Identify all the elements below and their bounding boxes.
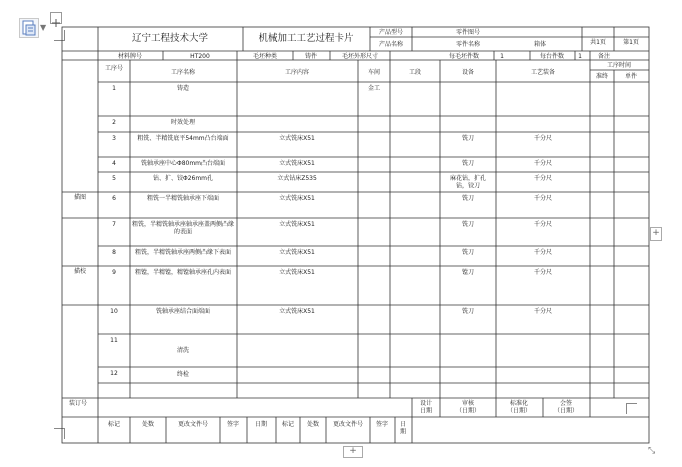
op-no-cell: 8: [112, 249, 116, 256]
sign-signature-1: 签字: [226, 421, 240, 428]
product-model-label: 产品型号: [378, 29, 404, 36]
op-name-cell: 粗铣，半精铣轴承座轴承座盖两侧凸缘的表面: [131, 221, 235, 236]
material-value: HT200: [190, 53, 210, 60]
equipment-cell: 铣刀: [461, 195, 475, 202]
col-workshop: 车间: [367, 69, 381, 76]
sign-review: 审核（日期）: [455, 400, 481, 415]
workshop-cell: 金工: [367, 85, 381, 92]
part-name-label: 零件名称: [455, 41, 481, 48]
op-content-cell: 立式铣床X51: [279, 135, 315, 142]
col-time: 工序时间: [606, 62, 632, 69]
col-op-content: 工序内容: [284, 69, 310, 76]
sign-approve: 会签（日期）: [553, 400, 579, 415]
sign-date-1: 日期: [254, 421, 268, 428]
casting-value: 铸件: [304, 53, 318, 60]
remarks-label: 备注: [597, 53, 611, 60]
equipment-cell: 铣刀: [461, 249, 475, 256]
op-content-cell: 立式钻床Z535: [277, 175, 317, 182]
op-name-cell: 钻、扩、铰Φ26mm孔: [152, 175, 214, 182]
op-no-cell: 10: [110, 308, 118, 315]
sign-mark-2: 标记: [281, 421, 295, 428]
col-equipment: 设备: [461, 69, 475, 76]
part-name-value: 箱体: [533, 41, 547, 48]
sign-change-doc-1: 更改文件号: [177, 421, 209, 428]
op-name-cell: 铣轴承座中心Φ80mm凸台端面: [140, 160, 226, 167]
op-no-cell: 9: [112, 269, 116, 276]
op-content-cell: 立式铣床X51: [279, 221, 315, 228]
binding-no-label: 装订号: [68, 400, 88, 407]
tooling-cell: 千分尺: [533, 249, 553, 256]
op-no-cell: 12: [110, 370, 118, 377]
op-no-cell: 5: [112, 175, 116, 182]
op-name-cell: 终检: [176, 371, 190, 378]
op-content-cell: 立式铣床X51: [279, 308, 315, 315]
trace-label: 描图: [73, 194, 87, 201]
op-content-cell: 立式铣床X51: [279, 160, 315, 167]
material-label: 材料牌号: [117, 53, 143, 60]
equipment-cell: 铣刀: [461, 221, 475, 228]
op-no-cell: 7: [112, 221, 116, 228]
op-no-cell: 11: [110, 337, 118, 344]
op-no-cell: 1: [112, 85, 116, 92]
op-name-cell: 粗铣一半精铣轴承座下端面: [146, 195, 220, 202]
product-name-label: 产品名称: [378, 41, 404, 48]
op-name-cell: 铸造: [176, 85, 190, 92]
add-row-button[interactable]: +: [343, 446, 363, 458]
tooling-cell: 千分尺: [533, 308, 553, 315]
tooling-cell: 千分尺: [533, 221, 553, 228]
col-unit: 单件: [624, 73, 638, 80]
op-content-cell: 立式铣床X51: [279, 195, 315, 202]
sign-mark-1: 标记: [107, 421, 121, 428]
col-section: 工段: [408, 69, 422, 76]
op-no-cell: 2: [112, 119, 116, 126]
op-content-cell: 立式铣床X51: [279, 269, 315, 276]
sign-count-2: 处数: [306, 421, 320, 428]
equipment-cell: 铣刀: [461, 135, 475, 142]
sign-design: 设计日期: [419, 400, 433, 415]
col-op-no: 工序号: [104, 65, 124, 72]
pieces-per-unit-label: 每台件数: [539, 53, 565, 60]
pieces-per-blank-value: 1: [500, 53, 504, 60]
page-number: 第1页: [623, 39, 639, 46]
col-tooling: 工艺装备: [530, 69, 556, 76]
equipment-cell: 铣刀: [461, 160, 475, 167]
add-column-button[interactable]: +: [650, 227, 662, 241]
op-no-cell: 6: [112, 195, 116, 202]
tooling-cell: 千分尺: [533, 195, 553, 202]
tooling-cell: 千分尺: [533, 269, 553, 276]
proof-label: 描校: [73, 268, 87, 275]
sign-date-2: 日期: [399, 421, 407, 436]
op-name-cell: 粗铣、半精铣底平54mm凸台端面: [137, 135, 229, 142]
op-no-cell: 3: [112, 135, 116, 142]
chevron-down-icon[interactable]: ▼: [40, 23, 47, 32]
tooling-cell: 千分尺: [533, 160, 553, 167]
col-op-name: 工序名称: [170, 69, 196, 76]
equipment-cell: 镗刀: [461, 269, 475, 276]
table-grid: [62, 27, 649, 443]
op-name-cell: 铣轴承座结合面端面: [155, 308, 211, 315]
school-name: 辽宁工程技术大学: [131, 33, 209, 44]
op-no-cell: 4: [112, 160, 116, 167]
total-pages: 共1页: [590, 39, 606, 46]
sign-count-1: 处数: [141, 421, 155, 428]
tooling-cell: 千分尺: [533, 175, 553, 182]
sign-standard: 标准化（日期）: [506, 400, 532, 415]
sign-change-doc-2: 更改文件号: [332, 421, 364, 428]
blank-type-label: 毛坯种类: [252, 53, 278, 60]
op-name-cell: 清洗: [176, 347, 190, 354]
sign-signature-2: 签字: [375, 421, 389, 428]
pieces-per-blank-label: 每毛坯件数: [448, 53, 480, 60]
op-name-cell: 粗铣，半精铣轴承座两侧凸缘下表面: [134, 249, 232, 256]
card-title: 机械加工工艺过程卡片: [258, 33, 354, 44]
part-drawing-no-label: 零件图号: [455, 29, 481, 36]
col-prep: 准终: [595, 73, 609, 80]
table-resize-handle[interactable]: ⤡: [648, 446, 656, 456]
tooling-cell: 千分尺: [533, 135, 553, 142]
equipment-cell: 铣刀: [461, 308, 475, 315]
op-name-cell: 粗镗，半精镗，精镗轴承座孔内表面: [134, 269, 232, 276]
pieces-per-unit-value: 1: [578, 53, 582, 60]
blank-size-label: 毛坯外形尺寸: [341, 53, 379, 60]
op-name-cell: 时效处理: [170, 119, 196, 126]
equipment-cell: 麻花钻，扩孔钻，铰刀: [449, 175, 487, 190]
op-content-cell: 立式铣床X51: [279, 249, 315, 256]
